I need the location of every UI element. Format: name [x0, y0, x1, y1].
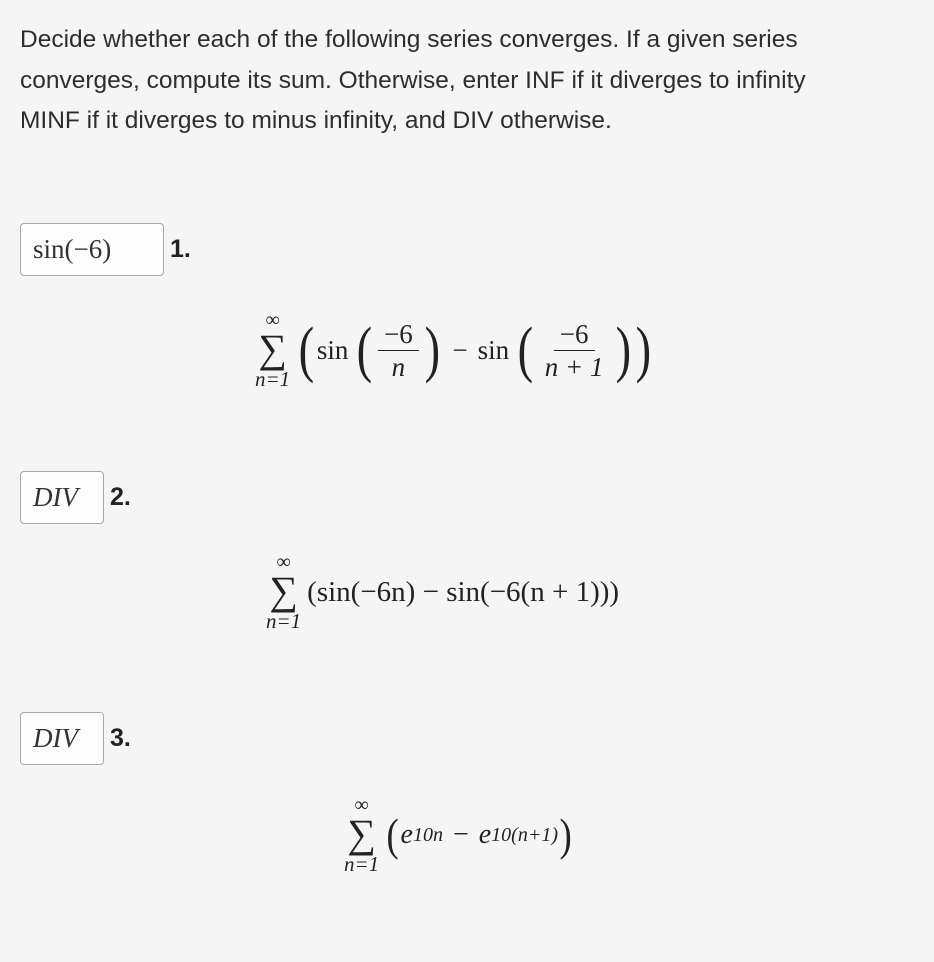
sum-lower-limit-3: n=1: [344, 852, 380, 876]
sum-upper-limit-1: ∞: [265, 309, 280, 331]
denominator-1b: n + 1: [544, 351, 604, 382]
sum-upper-limit-3: ∞: [354, 794, 369, 816]
problem-number-1: 1.: [170, 235, 191, 263]
summation-symbol-3: [344, 795, 379, 875]
exponent-3a: 10n: [412, 823, 443, 846]
minus-sign-3: −: [452, 819, 469, 850]
summation-symbol-2: [266, 552, 301, 632]
sum-lower-limit-2: n=1: [266, 609, 302, 633]
problem-3: [20, 712, 131, 765]
problem-number-2: 2.: [110, 483, 131, 511]
series-3: ∞ ∑ n=1 ( e 10n − e 10(n+1) ): [344, 794, 572, 876]
problem-1: [20, 223, 191, 276]
sigma-icon: ∑: [347, 811, 376, 856]
problem-2: [20, 471, 131, 524]
minus-sign-1: −: [452, 334, 468, 365]
sin-function-1b: sin: [477, 334, 510, 365]
instructions-text: Decide whether each of the following series converges. If a given series converges, compute its sum. Otherwise, enter INF if it diverges to infinity MINF if it diverges to minus infinity, and DIV otherwise.: [20, 26, 806, 134]
sin-function-1a: sin: [316, 334, 349, 365]
fraction-1a: [378, 318, 419, 383]
series-1: ∞ ∑ n=1 ( sin ( $\frac{-6}{n}$ ) − sin ( $\frac{-6}{n + 1}$ ) ): [255, 309, 652, 391]
sum-upper-limit-2: ∞: [276, 551, 291, 573]
fraction-1b: [539, 318, 610, 383]
series-2: [266, 552, 619, 632]
series-expression-2: (sin(−6n) − sin(−6(n + 1))): [307, 575, 620, 608]
sigma-icon: ∑: [258, 326, 287, 371]
numerator-1a: −6: [378, 318, 419, 351]
summation-symbol-1: [255, 310, 290, 390]
answer-input-1[interactable]: sin(−6): [20, 223, 164, 276]
problem-number-3: 3.: [110, 724, 131, 752]
answer-input-2[interactable]: DIV: [20, 471, 104, 524]
exponential-base-3a: e: [400, 819, 413, 850]
denominator-1a: n: [391, 351, 406, 382]
exponent-3b: 10(n+1): [491, 823, 558, 846]
sum-lower-limit-1: n=1: [255, 367, 291, 391]
sigma-icon: ∑: [269, 568, 298, 613]
exponential-base-3b: e: [478, 819, 492, 850]
answer-input-3[interactable]: DIV: [20, 712, 104, 765]
numerator-1b: −6: [554, 318, 595, 351]
